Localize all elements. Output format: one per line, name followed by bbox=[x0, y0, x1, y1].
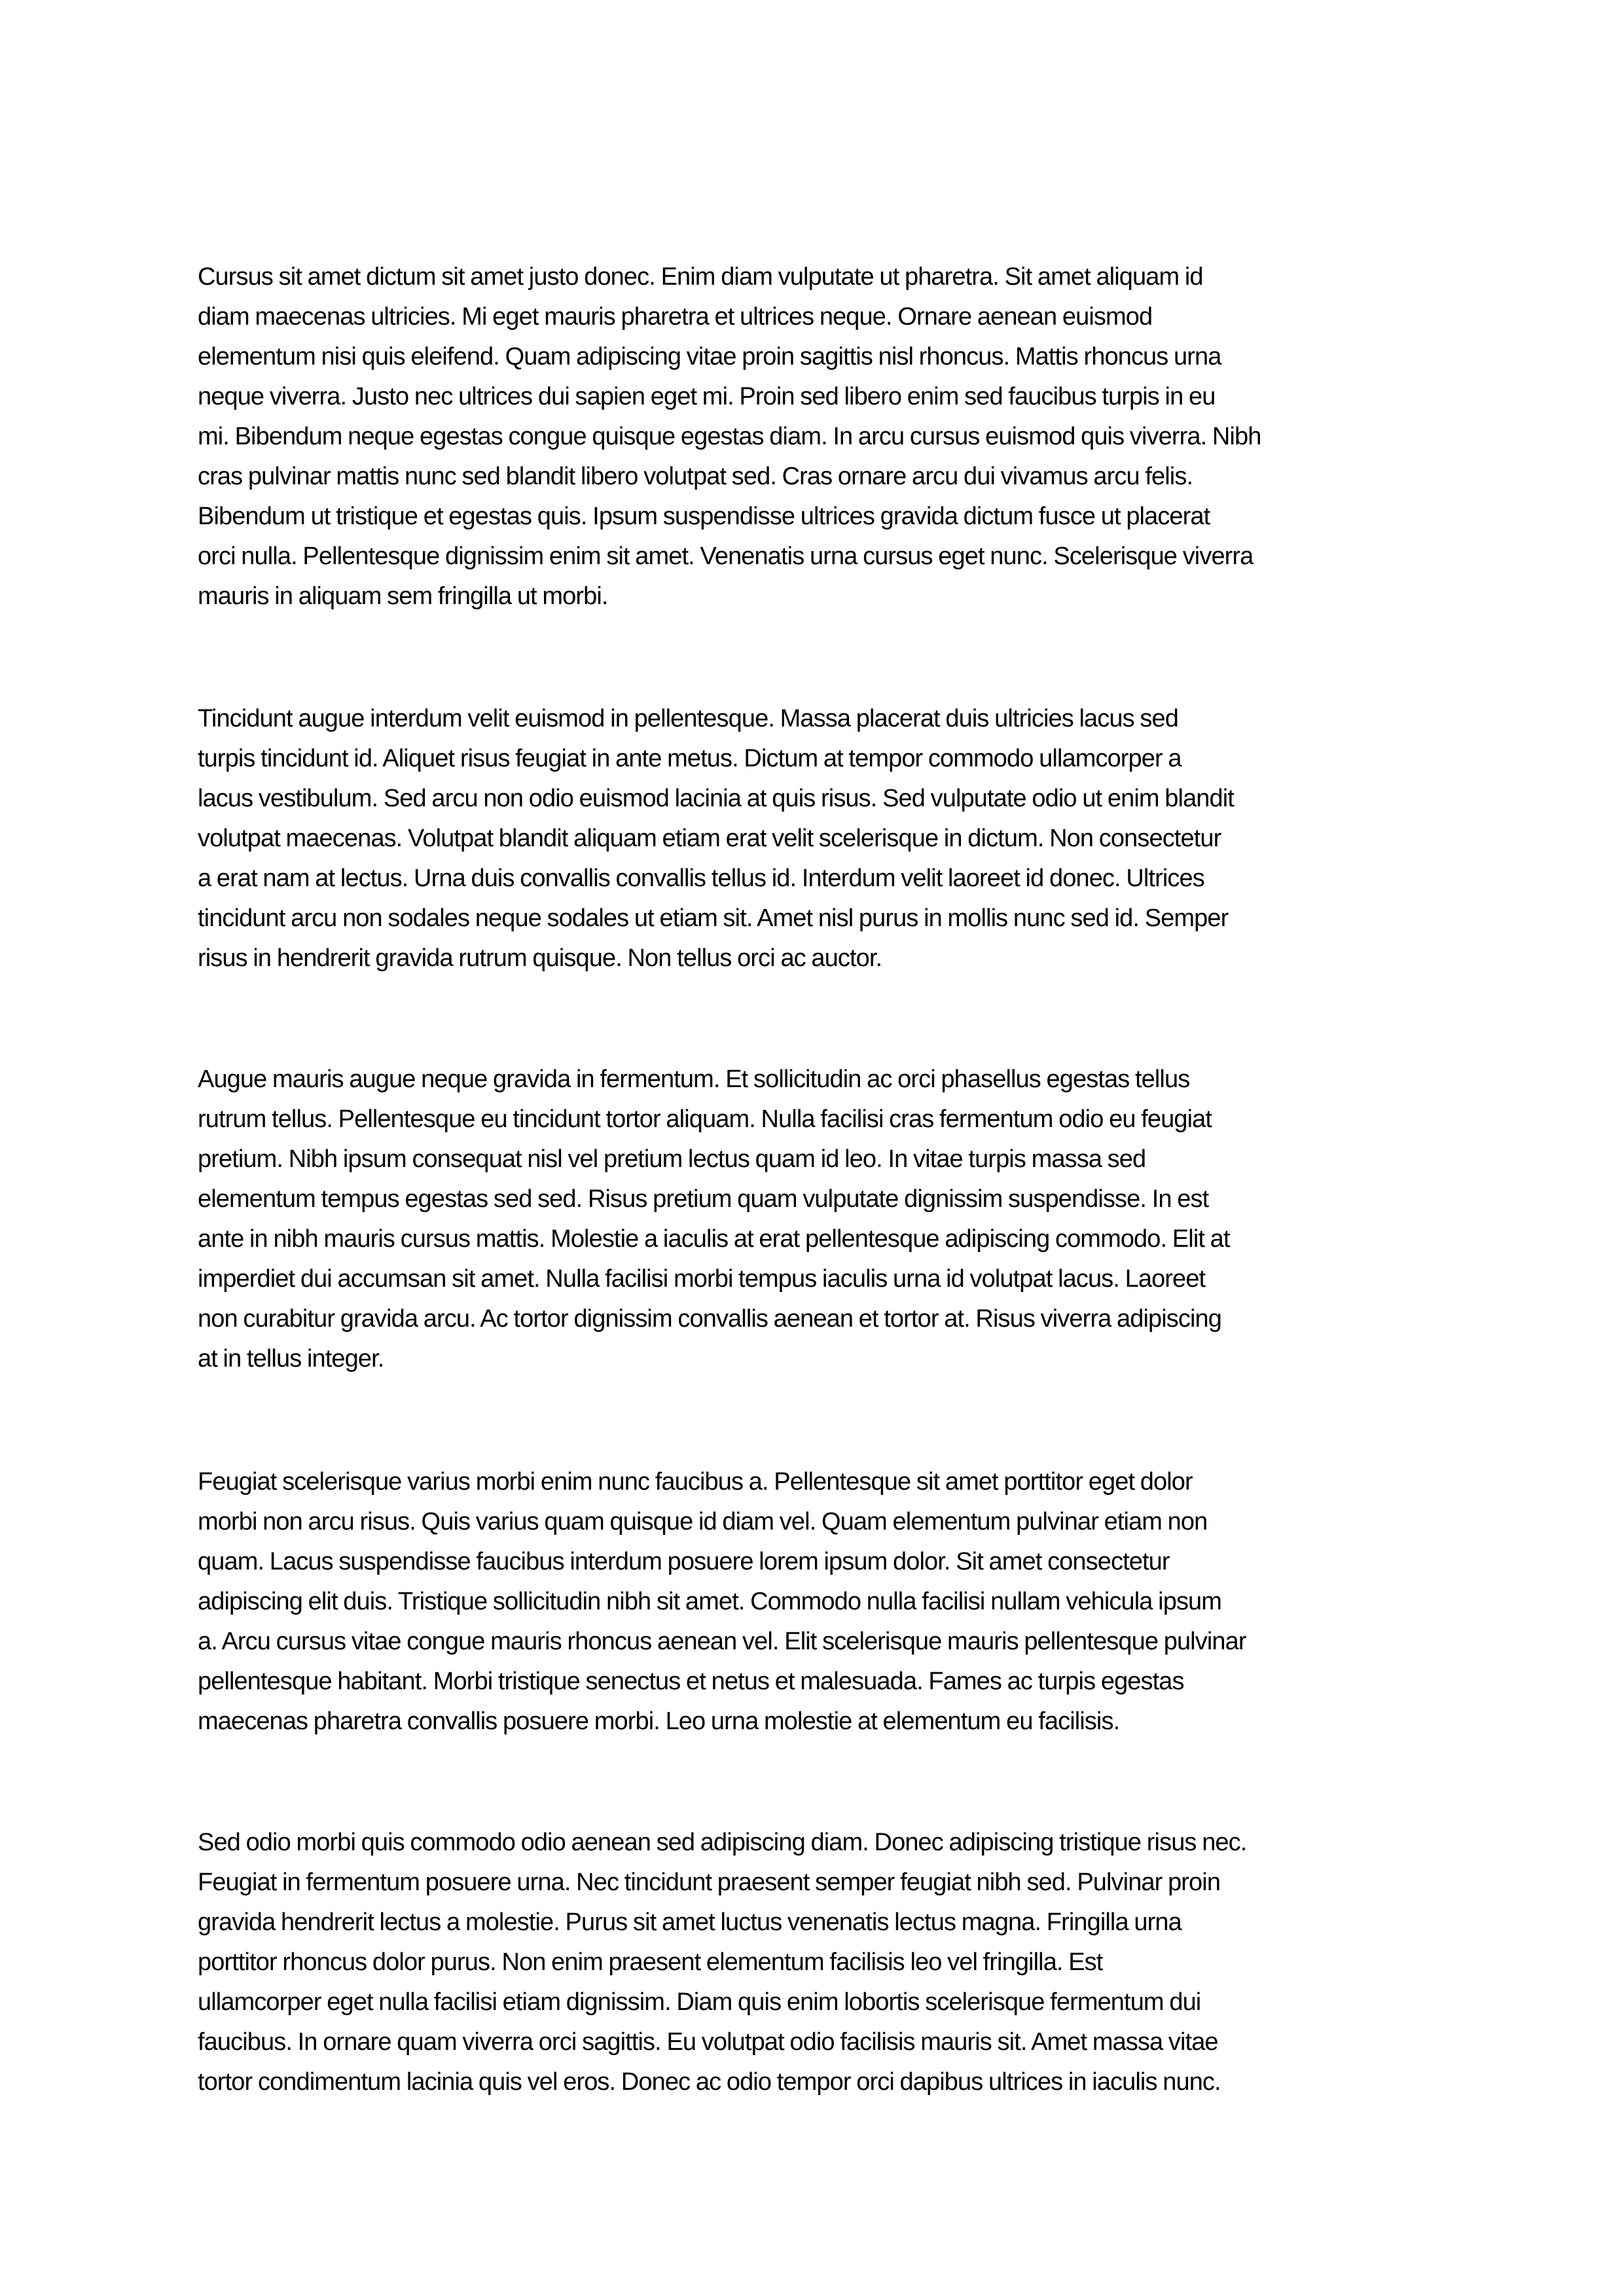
text-line: lacus vestibulum. Sed arcu non odio euismod lacinia at quis risus. Sed vulputate odio ut enim blandit bbox=[198, 785, 1234, 812]
paragraph-4 bbox=[198, 1462, 1441, 1742]
text-line: tincidunt arcu non sodales neque sodales ut etiam sit. Amet nisl purus in mollis nunc sed id. Semper bbox=[198, 905, 1229, 932]
text-line: tortor condimentum lacinia quis vel eros. Donec ac odio tempor orci dapibus ultrices in iaculis nunc. bbox=[198, 2068, 1221, 2096]
text-line: imperdiet dui accumsan sit amet. Nulla facilisi morbi tempus iaculis urna id volutpat lacus. Laoreet bbox=[198, 1265, 1206, 1293]
text-line: turpis tincidunt id. Aliquet risus feugiat in ante metus. Dictum at tempor commodo ullamcorper a bbox=[198, 745, 1182, 772]
text-line: orci nulla. Pellentesque dignissim enim sit amet. Venenatis urna cursus eget nunc. Scelerisque viverra bbox=[198, 543, 1254, 570]
text-line: elementum nisi quis eleifend. Quam adipiscing vitae proin sagittis nisl rhoncus. Mattis rhoncus urna bbox=[198, 343, 1221, 370]
text-line: elementum tempus egestas sed sed. Risus pretium quam vulputate dignissim suspendisse. In est bbox=[198, 1185, 1209, 1213]
text-line: at in tellus integer. bbox=[198, 1345, 384, 1372]
paragraph-2 bbox=[198, 699, 1441, 978]
text-line: Cursus sit amet dictum sit amet justo donec. Enim diam vulputate ut pharetra. Sit amet aliquam id bbox=[198, 263, 1203, 291]
text-line: pellentesque habitant. Morbi tristique senectus et netus et malesuada. Fames ac turpis egestas bbox=[198, 1668, 1184, 1695]
text-line: cras pulvinar mattis nunc sed blandit libero volutpat sed. Cras ornare arcu dui vivamus arcu felis. bbox=[198, 463, 1193, 490]
text-line: Tincidunt augue interdum velit euismod in pellentesque. Massa placerat duis ultricies lacus sed bbox=[198, 705, 1178, 732]
paragraph-1 bbox=[198, 257, 1441, 617]
text-line: Feugiat scelerisque varius morbi enim nunc faucibus a. Pellentesque sit amet porttitor eget dolor bbox=[198, 1468, 1193, 1496]
text-line: ante in nibh mauris cursus mattis. Molestie a iaculis at erat pellentesque adipiscing commodo. Elit at bbox=[198, 1225, 1230, 1253]
text-line: risus in hendrerit gravida rutrum quisque. Non tellus orci ac auctor. bbox=[198, 944, 882, 972]
text-line: Sed odio morbi quis commodo odio aenean sed adipiscing diam. Donec adipiscing tristique risus nec. bbox=[198, 1829, 1247, 1856]
text-line: non curabitur gravida arcu. Ac tortor dignissim convallis aenean et tortor at. Risus viverra adipiscing bbox=[198, 1305, 1221, 1333]
text-line: adipiscing elit duis. Tristique sollicitudin nibh sit amet. Commodo nulla facilisi nullam vehicula ipsum bbox=[198, 1588, 1222, 1615]
text-line: mauris in aliquam sem fringilla ut morbi. bbox=[198, 583, 608, 610]
text-line: maecenas pharetra convallis posuere morbi. Leo urna molestie at elementum eu facilisis. bbox=[198, 1708, 1120, 1735]
text-line: diam maecenas ultricies. Mi eget mauris pharetra et ultrices neque. Ornare aenean euismod bbox=[198, 303, 1153, 331]
text-line: mi. Bibendum neque egestas congue quisque egestas diam. In arcu cursus euismod quis viverra. Nibh bbox=[198, 423, 1261, 450]
text-line: quam. Lacus suspendisse faucibus interdum posuere lorem ipsum dolor. Sit amet consectetur bbox=[198, 1548, 1170, 1575]
paragraph-5 bbox=[198, 1823, 1441, 2102]
paragraph-3 bbox=[198, 1060, 1441, 1379]
text-line: rutrum tellus. Pellentesque eu tincidunt tortor aliquam. Nulla facilisi cras fermentum odio eu feugiat bbox=[198, 1105, 1212, 1133]
text-line: faucibus. In ornare quam viverra orci sagittis. Eu volutpat odio facilisis mauris sit. Amet massa vitae bbox=[198, 2028, 1218, 2056]
text-line: Bibendum ut tristique et egestas quis. Ipsum suspendisse ultrices gravida dictum fusce ut placerat bbox=[198, 503, 1210, 530]
text-line: volutpat maecenas. Volutpat blandit aliquam etiam erat velit scelerisque in dictum. Non consectetur bbox=[198, 825, 1221, 852]
text-line: a. Arcu cursus vitae congue mauris rhoncus aenean vel. Elit scelerisque mauris pellentesque pulvinar bbox=[198, 1628, 1246, 1655]
text-line: Feugiat in fermentum posuere urna. Nec tincidunt praesent semper feugiat nibh sed. Pulvinar proin bbox=[198, 1869, 1221, 1896]
text-line: a erat nam at lectus. Urna duis convallis convallis tellus id. Interdum velit laoreet id donec. Ultrices bbox=[198, 865, 1204, 892]
text-line: Augue mauris augue neque gravida in fermentum. Et sollicitudin ac orci phasellus egestas tellus bbox=[198, 1066, 1190, 1093]
text-line: gravida hendrerit lectus a molestie. Purus sit amet luctus venenatis lectus magna. Fringilla urna bbox=[198, 1909, 1182, 1936]
text-line: neque viverra. Justo nec ultrices dui sapien eget mi. Proin sed libero enim sed faucibus turpis in eu bbox=[198, 383, 1216, 410]
text-line: ullamcorper eget nulla facilisi etiam dignissim. Diam quis enim lobortis scelerisque fermentum dui bbox=[198, 1988, 1201, 2016]
text-line: morbi non arcu risus. Quis varius quam quisque id diam vel. Quam elementum pulvinar etiam non bbox=[198, 1508, 1208, 1535]
text-line: porttitor rhoncus dolor purus. Non enim praesent elementum facilisis leo vel fringilla. Est bbox=[198, 1948, 1103, 1976]
text-line: pretium. Nibh ipsum consequat nisl vel pretium lectus quam id leo. In vitae turpis massa sed bbox=[198, 1145, 1146, 1173]
